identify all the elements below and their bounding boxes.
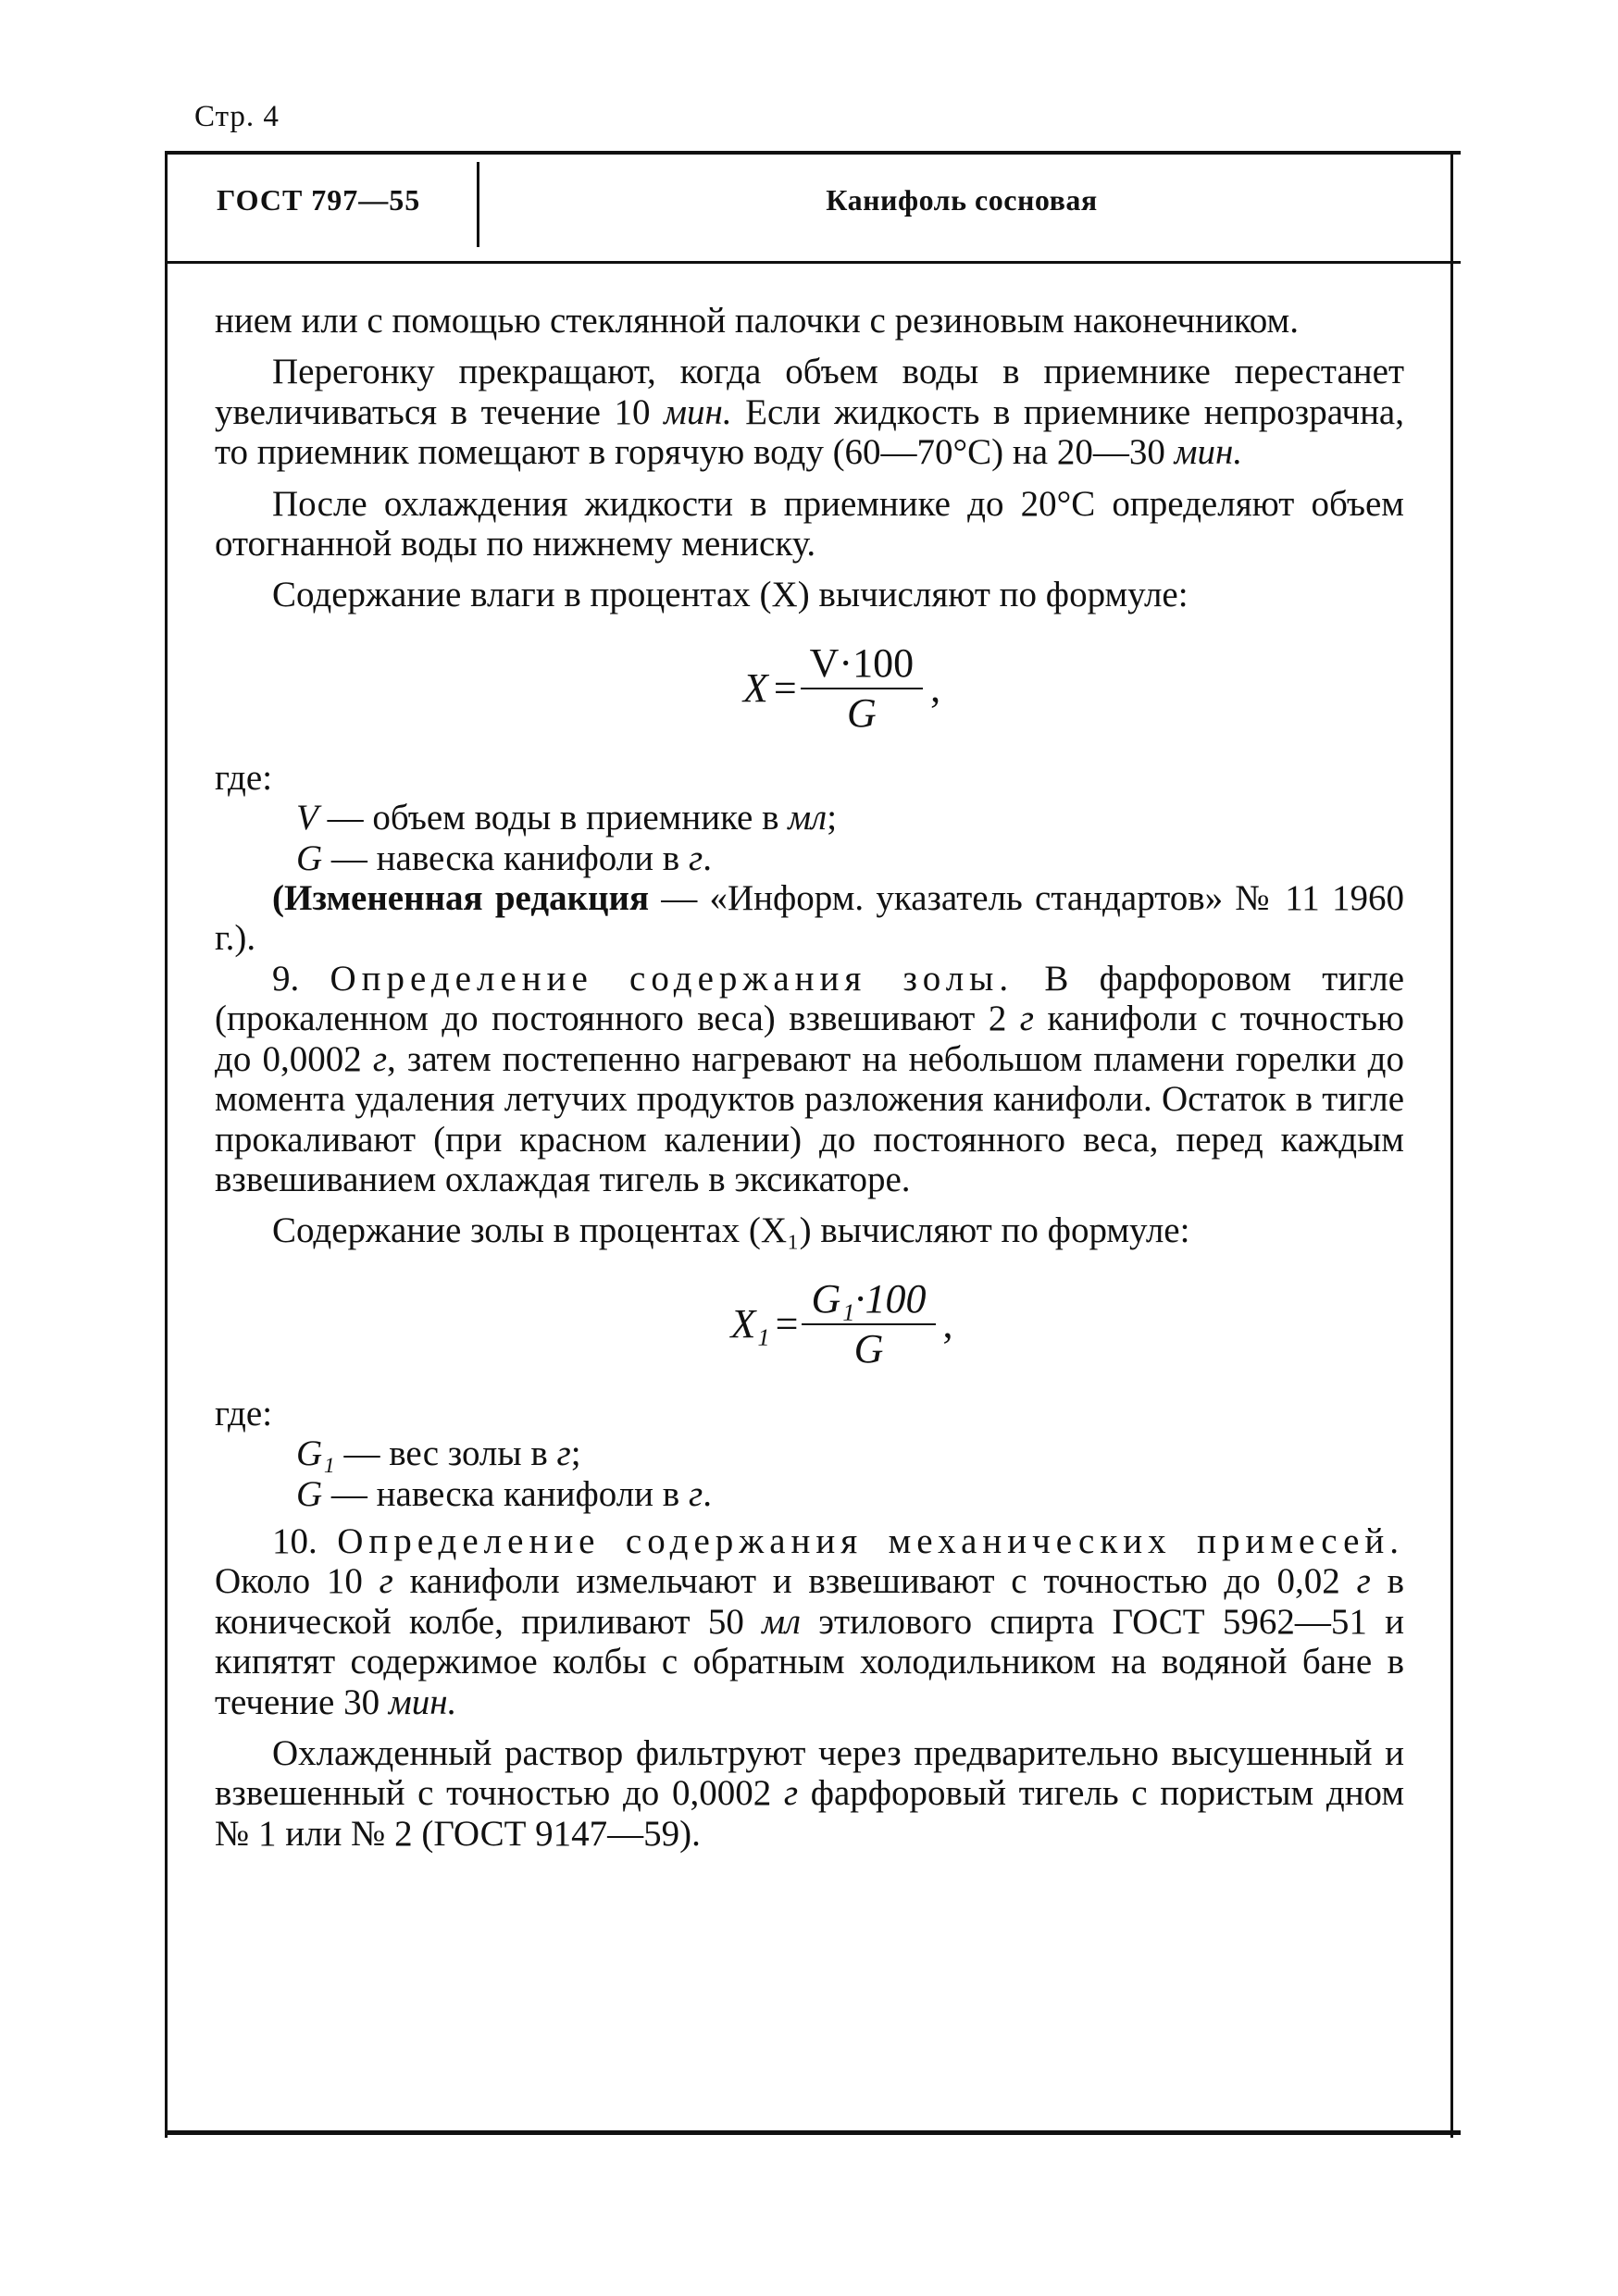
- formula-fraction: [801, 639, 923, 738]
- definition-end: .: [703, 838, 712, 878]
- paragraph-distillation-stop: [215, 352, 1404, 472]
- unit: г: [556, 1433, 571, 1474]
- formula-comma: ,: [930, 665, 941, 712]
- formula-lhs: X: [742, 665, 768, 712]
- unit: мин.: [388, 1682, 457, 1722]
- where-label: где:: [215, 757, 273, 798]
- definition-symbol: G₁: [296, 1433, 335, 1474]
- amendment-label: (Измененная редакция: [272, 878, 650, 919]
- definition-line: [215, 1433, 1404, 1473]
- unit: г: [783, 1773, 799, 1814]
- definition-text: — навеска канифоли в: [322, 1473, 689, 1514]
- header-bottom-rule: [165, 261, 1461, 264]
- unit: г: [1019, 999, 1035, 1039]
- definition-line: [215, 1474, 1404, 1514]
- section-heading: Определение содержания механических примесей.: [337, 1520, 1405, 1561]
- page-bottom-rule: [165, 2130, 1461, 2135]
- text-segment: фарфоровый тигель с пористым дном № 1 или № 2 (ГОСТ 9147—59).: [215, 1773, 1404, 1854]
- text-segment: , затем постепенно нагревают на небольшом пламени горелки до момента удаления летучих продуктов разложения канифоли. Остаток в тигле прокаливают (при красном калении) до постоянного веса, перед каждым взвешиванием охлаждая тигель в эксикаторе.: [215, 1038, 1404, 1199]
- text-segment: в конической колбе, приливают 50: [215, 1561, 1404, 1642]
- unit: мл: [788, 798, 828, 838]
- paragraph-moisture-formula-intro: Содержание влаги в процентах (X) вычисляют по формуле:: [272, 575, 1189, 615]
- paragraph-ash-formula-intro: Содержание золы в процентах (X₁) вычисляют по формуле:: [272, 1210, 1190, 1251]
- definition-line: [215, 798, 1404, 838]
- text-segment: канифоли измельчают и взвешивают с точностью до 0,02: [392, 1561, 1357, 1602]
- definition-text: — объем воды в приемнике в: [317, 798, 789, 838]
- definition-symbol: G: [296, 838, 323, 878]
- definition-end: .: [703, 1473, 712, 1514]
- standard-number: ГОСТ 797—55: [217, 183, 421, 217]
- unit: г: [688, 838, 703, 878]
- page-body: [215, 301, 1404, 1854]
- definition-symbol: V: [296, 798, 318, 838]
- text-segment: Около 10: [215, 1561, 380, 1602]
- text-segment: канифоли с точностью до 0,0002: [215, 999, 1404, 1079]
- unit: мин.: [1174, 432, 1243, 473]
- formula-comma: ,: [942, 1301, 953, 1347]
- text-segment: Если жидкость в приемнике непрозрачна, то приемник помещают в горячую воду (60—70°С) на 20—30: [215, 391, 1404, 473]
- paragraph-cooling: После охлаждения жидкости в приемнике до 20°С определяют объем отогнанной воды по нижнему мениску.: [215, 483, 1404, 565]
- formula-equals: =: [773, 665, 797, 712]
- definition-text: — навеска канифоли в: [322, 838, 689, 878]
- section-heading: Определение содержания золы.: [330, 958, 1014, 999]
- formula-ash: [280, 1255, 1404, 1394]
- unit: мин.: [664, 391, 732, 432]
- unit: г: [372, 1038, 388, 1079]
- paragraph-continuation: нием или с помощью стеклянной палочки с резиновым наконечником.: [215, 301, 1299, 341]
- section-10-impurities: [215, 1521, 1404, 1722]
- unit: г: [379, 1561, 393, 1602]
- definition-text: — вес золы в: [334, 1433, 557, 1474]
- section-number: 9.: [272, 958, 330, 999]
- section-number: 10.: [272, 1520, 338, 1561]
- formula-denominator: G: [846, 689, 877, 736]
- formula-numerator: G₁·100: [802, 1275, 935, 1325]
- formula-lhs: X₁: [730, 1301, 770, 1347]
- formula-fraction: [802, 1275, 935, 1373]
- unit: г: [1356, 1561, 1371, 1602]
- page-number: Стр. 4: [194, 100, 280, 133]
- section-9-ash: [215, 959, 1404, 1199]
- definition-end: ;: [827, 798, 838, 838]
- definition-end: ;: [570, 1433, 581, 1474]
- definition-symbol: G: [296, 1473, 323, 1514]
- paragraph-filtration: [215, 1733, 1404, 1854]
- definition-line: [215, 838, 1404, 878]
- where-label: где:: [215, 1393, 273, 1433]
- text-segment: В фарфоровом тигле (прокаленном до постоянного веса) взвешивают 2: [215, 958, 1405, 1039]
- unit: г: [688, 1473, 703, 1514]
- unit: мл: [762, 1601, 802, 1642]
- formula-denominator: G: [853, 1325, 884, 1371]
- formula-equals: =: [775, 1301, 799, 1347]
- text-segment: Охлажденный раствор фильтруют через предварительно высушенный и взвешенный с точностью до 0,0002: [215, 1732, 1404, 1814]
- text-segment: этилового спирта ГОСТ 5962—51 и кипятят содержимое колбы с обратным холодильником на водяной бане в течение 30: [215, 1601, 1404, 1722]
- formula-numerator: V·100: [801, 639, 923, 689]
- formula-moisture: [280, 619, 1404, 758]
- text-segment: Перегонку прекращают, когда объем воды в приемнике перестанет увеличиваться в течение 10: [215, 352, 1404, 432]
- amendment-source: — «Информ. указатель стандартов» № 11 1960 г.).: [215, 878, 1404, 959]
- amendment-note: [215, 878, 1404, 959]
- document-title: Канифоль сосновая: [826, 183, 1098, 217]
